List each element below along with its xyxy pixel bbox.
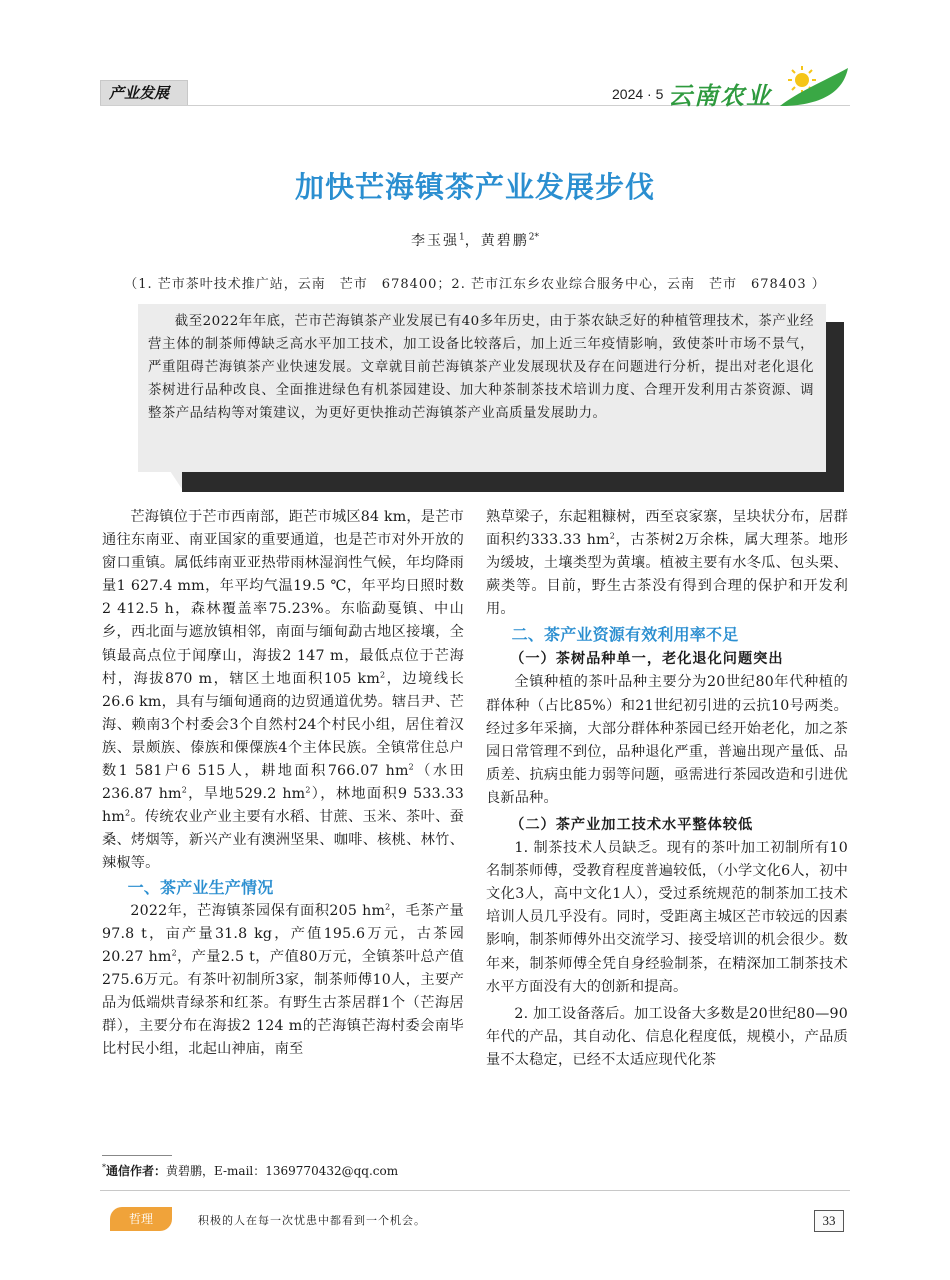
author-1: 李玉强 [411,233,460,249]
footnote-label: 通信作者： [106,1164,167,1178]
author-separator: ， [464,233,481,249]
paragraph: 熟草梁子，东起粗糠树，西至哀家寨，呈块状分布，居群面积约333.33 $hm^2$，古茶树2万余株，属大理茶。地形为缓坡，土壤类型为黄壤。植被主要有水冬瓜、包头栗、蕨类等。目前，野生古茶没有得到合理的保护和开发利用。 [486,509,848,618]
body-column-right [486,506,848,1072]
author-1-mark: 1 [459,232,465,243]
body-column-left [102,506,464,1061]
footnote-text: 黄碧鹏，E-mail：1369770432@qq.com [166,1164,399,1178]
issue-number: 2024 · 5 [612,86,664,102]
paragraph: 1. 制茶技术人员缺乏。现有的茶叶加工初制所有10名制茶师傅，受教育程度普遍较低，（小学文化6人，初中文化3人，高中文化1人），受过系统规范的制茶加工技术培训人员几乎没有。同时，受距离主城区芒市较远的因素影响，制茶师傅外出交流学习、接受培训的机会很少。数年来，制茶师傅全凭自身经验制茶，在精深加工制茶技术水平方面没有大的创新和提高。 [486,840,848,995]
footer-quote: 积极的人在每一次忧患中都看到一个机会。 [198,1214,426,1227]
affiliation: （1. 芒市茶叶技术推广站，云南 芒市 678400；2. 芒市江东乡农业综合服务中心，云南 芒市 678403 ） [124,277,826,292]
section-tag: 产业发展 [100,80,188,106]
abstract-notch [170,471,182,489]
paragraph: 全镇种植的茶叶品种主要分为20世纪80年代种植的群体种（占比85%）和21世纪初引进的云抗10号两类。经过多年采摘，大部分群体种茶园已经开始老化，加之茶园日常管理不到位，品种退化严重，普遍出现产量低、品质差、抗病虫能力弱等问题，亟需进行茶园改造和引进优良新品种。 [486,674,848,806]
section-heading-1: 一、茶产业生产情况 [127,877,274,897]
author-2-mark: 2* [528,232,539,243]
subsection-heading-2: （二）茶产业加工技术水平整体较低 [510,817,754,834]
magazine-name: 云南农业 [668,81,772,110]
footnote-rule [102,1155,172,1156]
magazine-logo-icon [778,64,850,108]
footer-rule [100,1190,850,1191]
section-heading-2: 二、茶产业资源有效利用率不足 [511,625,739,645]
subsection-heading-1: （一）茶树品种单一，老化退化问题突出 [510,651,784,668]
paragraph: 芒海镇位于芒市西南部，距芒市城区84 km，是芒市通往东南亚、南亚国家的重要通道，也是芒市对外开放的窗口重镇。属低纬南亚亚热带雨林湿润性气候，年均降雨量1 627.4 mm，年平均气温19.5 ℃，年平均日照时数2 412.5 h，森林覆盖率75.23%。东临勐戛镇、中山乡，西北面与遮放镇相邻，南面与缅甸勐古地区接壤，全镇最高点位于闻摩山，海拔2 147 m，最低点位于芒海村，海拔870 m，辖区土地面积105 $km^2$，边境线长26.6 km，具有与缅甸通商的边贸通道优势。辖吕尹、芒海、赖南3个村委会3个自然村24个村民小组，居住着汉族、景颇族、傣族和傈僳族4个主体民族。全镇常住总户数1 581户6 515人，耕地面积766.07 $hm^2$（水田236.87 $hm^2$，旱地529.2 $hm^2$），林地面积9 533.33 $hm^2$。传统农业产业主要有水稻、甘蔗、玉米、茶叶、蚕桑、烤烟等，新兴产业有澳洲坚果、咖啡、核桃、林竹、辣椒等。 [102,509,465,872]
author-line [0,230,950,250]
paragraph: 2. 加工设备落后。加工设备大多数是20世纪80—90年代的产品，其自动化、信息化程度低，规模小，产品质量不太稳定，已经不太适应现代化茶 [486,1005,848,1068]
abstract-text: 截至2022年年底，芒市芒海镇茶产业发展已有40多年历史，由于茶农缺乏好的种植管理技术，茶产业经营主体的制茶师傅缺乏高水平加工技术，加工设备比较落后，加上近三年疫情影响，致使茶叶市场不景气，严重阻碍芒海镇茶产业快速发展。文章就目前芒海镇茶产业发展现状及存在问题进行分析，提出对老化退化茶树进行品种改良、全面推进绿色有机茶园建设、加大种茶制茶技术培训力度、合理开发利用古茶资源、调整茶产品结构等对策建议，为更好更快推动芒海镇茶产业高质量发展助力。 [148,314,814,421]
philosophy-tag: 哲理 [110,1207,172,1231]
page-number: 33 [814,1210,844,1232]
abstract-box [138,304,826,472]
author-2: 黄碧鹏 [480,233,529,249]
article-title: 加快芒海镇茶产业发展步伐 [294,170,655,204]
footnote: *通信作者：黄碧鹏，E-mail：1369770432@qq.com [102,1163,399,1178]
leaf-icon [780,68,848,106]
paragraph: 2022年，芒海镇茶园保有面积205 $hm^2$，毛茶产量97.8 t，亩产量31.8 kg，产值195.6万元，古茶园20.27 $hm^2$，产量2.5 t，产值80万元，全镇茶叶总产值275.6万元。有茶叶初制所3家，制茶师傅10人，主要产品为低端烘青绿茶和红茶。有野生古茶居群1个（芒海居群），主要分布在海拔2 124 m的芒海镇芒海村委会南毕比村民小组，北起山神庙，南至 [102,901,464,1058]
